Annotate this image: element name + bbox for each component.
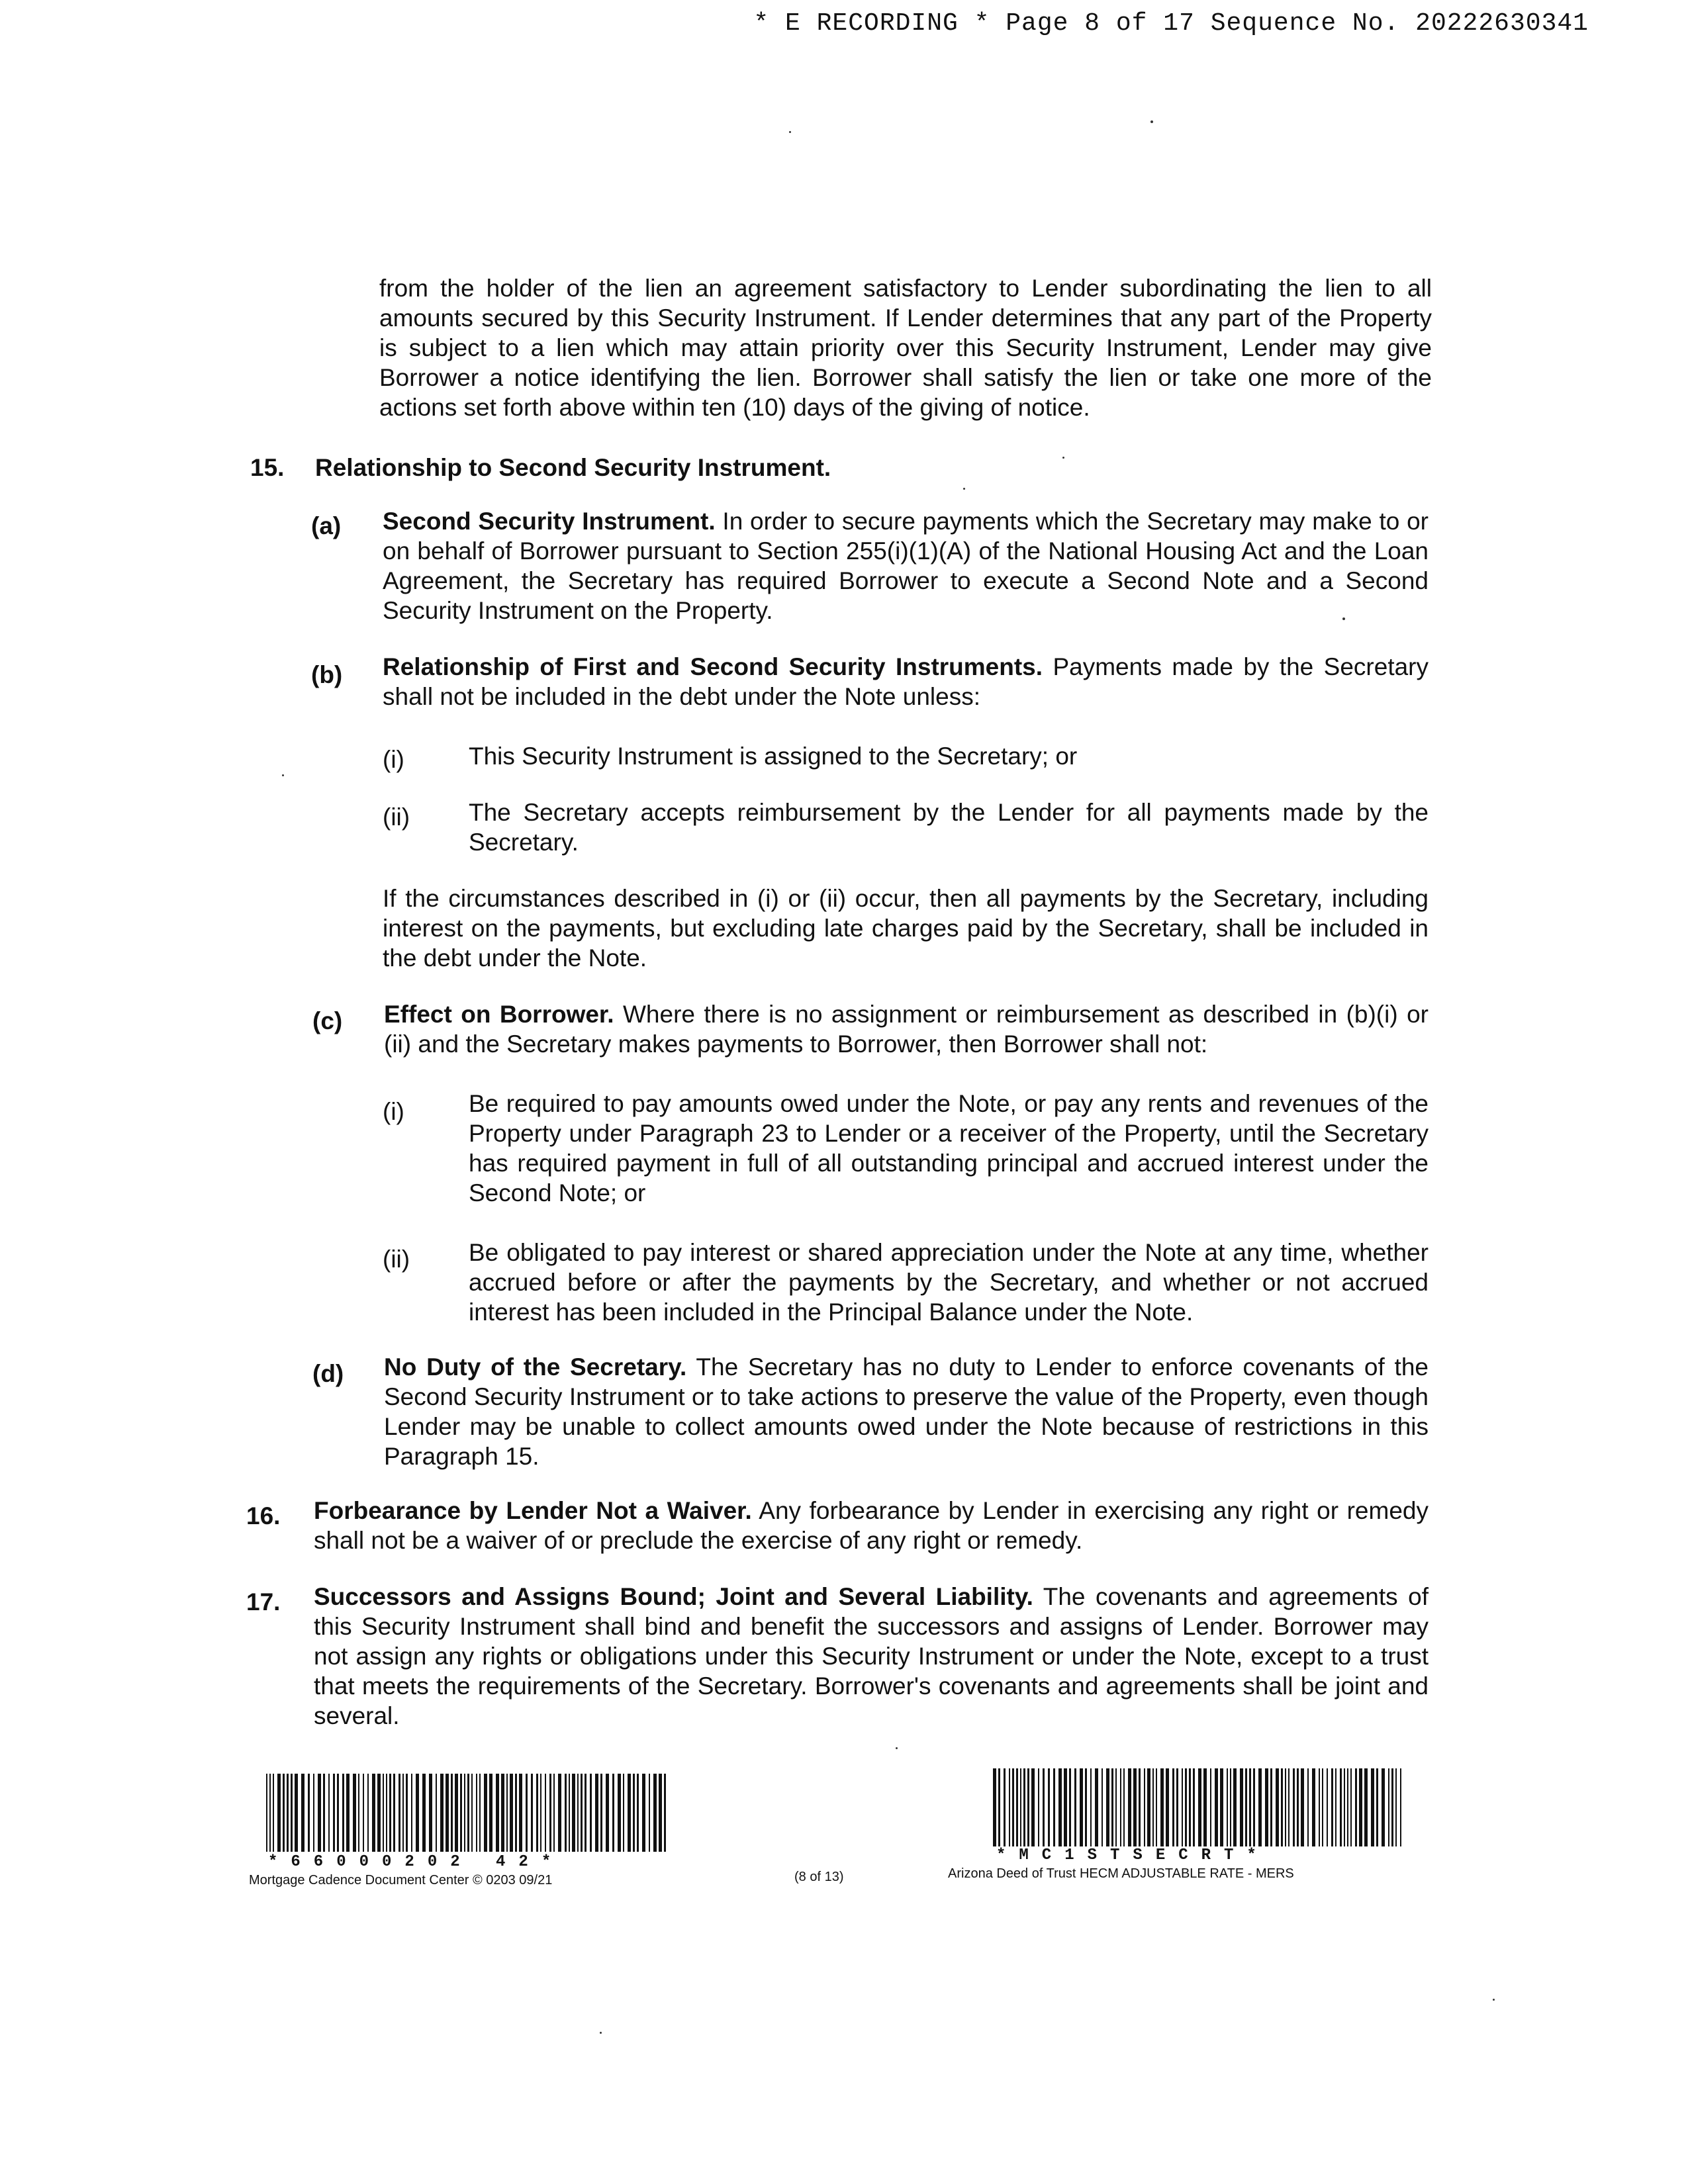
barcode-bar	[1064, 1768, 1067, 1846]
barcode-bar	[519, 1774, 522, 1852]
barcode-bar	[393, 1774, 395, 1852]
section-17-heading: Successors and Assigns Bound; Joint and Several Liability.	[314, 1583, 1033, 1610]
barcode-bar	[342, 1774, 344, 1852]
barcode-bar	[273, 1774, 274, 1852]
section-15c-i-label: (i)	[383, 1098, 404, 1125]
barcode-bar	[526, 1774, 528, 1852]
barcode-bar	[1285, 1768, 1286, 1846]
barcode-bar	[1080, 1768, 1083, 1846]
barcode-bar	[1038, 1768, 1039, 1846]
section-16-heading: Forbearance by Lender Not a Waiver.	[314, 1497, 752, 1524]
barcode-bar	[406, 1774, 408, 1852]
barcode-bar	[618, 1774, 621, 1852]
barcode-bar	[1203, 1768, 1207, 1846]
section-15a-paragraph	[383, 506, 1429, 625]
section-15d-text: The Secretary has no duty to Lender to enforce covenants of the Second Security Instrument or to take actions to preserve the value of the Property, even though Lender may be unable to collect amounts owed under the Note because of restrictions in this Paragraph 15.	[384, 1353, 1429, 1470]
barcode-bar	[590, 1774, 592, 1852]
section-15-heading: Relationship to Second Security Instrument.	[315, 454, 831, 481]
barcode-bar	[1270, 1768, 1272, 1846]
scan-speck	[963, 488, 965, 490]
barcode-bar	[1043, 1768, 1045, 1846]
barcode-bar	[451, 1774, 453, 1852]
section-15b-ii-text: The Secretary accepts reimbursement by the Lender for all payments made by the Secretary.	[469, 799, 1429, 856]
barcode-bar	[531, 1774, 533, 1852]
barcode-bar	[1069, 1768, 1071, 1846]
barcode-bar	[1230, 1768, 1231, 1846]
barcode-bar	[998, 1768, 1000, 1846]
barcode-bar	[467, 1774, 469, 1852]
section-15c-paragraph	[384, 999, 1429, 1059]
barcode-bar	[496, 1774, 499, 1852]
barcode-bar	[549, 1774, 551, 1852]
barcode-left-label: *66000202 42*	[268, 1853, 565, 1871]
barcode-right	[992, 1768, 1403, 1849]
barcode-bar	[993, 1768, 996, 1846]
section-15c-ii-text: Be obligated to pay interest or shared appreciation under the Note at any time, whether accrued before or after the payments by the Secretary, and whether or not accrued interest has been included in the Principal Balance under the Note.	[469, 1239, 1429, 1326]
section-17-number: 17.	[246, 1588, 281, 1615]
barcode-bar	[510, 1774, 513, 1852]
barcode-bar	[377, 1774, 381, 1852]
barcode-bar	[358, 1774, 359, 1852]
barcode-bar	[1128, 1768, 1131, 1846]
barcode-bar	[1355, 1768, 1357, 1846]
barcode-bar	[664, 1774, 666, 1852]
barcode-bar	[1160, 1768, 1164, 1846]
barcode-bar	[1301, 1768, 1304, 1846]
barcode-bar	[606, 1774, 609, 1852]
barcode-bar	[1307, 1768, 1309, 1846]
barcode-bar	[1020, 1768, 1021, 1846]
barcode-bar	[1382, 1768, 1385, 1846]
barcode-bar	[318, 1774, 321, 1852]
section-16-number: 16.	[246, 1502, 281, 1529]
scan-speck	[1493, 1999, 1495, 2001]
section-15b-i-text: This Security Instrument is assigned to the Secretary; or	[469, 743, 1078, 770]
barcode-bar	[1031, 1768, 1035, 1846]
barcode-bar	[623, 1774, 624, 1852]
section-15b-paragraph	[383, 652, 1429, 711]
barcode-bar	[1327, 1768, 1328, 1846]
barcode-bar	[1245, 1768, 1247, 1846]
barcode-bar	[1240, 1768, 1243, 1846]
barcode-bar	[1233, 1768, 1237, 1846]
barcode-bar	[1004, 1768, 1006, 1846]
barcode-bar	[1391, 1768, 1393, 1846]
barcode-bar	[565, 1774, 567, 1852]
barcode-bar	[1189, 1768, 1191, 1846]
barcode-bar	[1220, 1768, 1223, 1846]
section-15a-text: In order to secure payments which the Secretary may make to or on behalf of Borrower pursuant to Section 255(i)(1)(A) of the National Housing Act and the Loan Agreement, the Secretary has required Borrower to execute a Second Note and a Second Security Instrument on the Property.	[383, 508, 1429, 624]
barcode-bar	[1400, 1768, 1401, 1846]
scan-speck	[600, 2032, 602, 2034]
barcode-bar	[291, 1774, 293, 1852]
section-17-paragraph	[314, 1582, 1429, 1731]
barcode-bar	[1319, 1768, 1320, 1846]
barcode-bar	[628, 1774, 631, 1852]
section-16-paragraph	[314, 1496, 1429, 1555]
barcode-bar	[649, 1774, 650, 1852]
barcode-bar	[1120, 1768, 1121, 1846]
barcode-left	[265, 1774, 670, 1854]
barcode-bar	[411, 1774, 412, 1852]
barcode-bar	[295, 1774, 298, 1852]
barcode-bar	[367, 1774, 369, 1852]
barcode-bar	[1215, 1768, 1218, 1846]
barcode-bar	[1090, 1768, 1092, 1846]
barcode-bar	[1297, 1768, 1299, 1846]
barcode-bar	[1074, 1768, 1076, 1846]
barcode-bar	[553, 1774, 555, 1852]
barcode-bar	[1249, 1768, 1251, 1846]
barcode-bar	[1166, 1768, 1169, 1846]
barcode-bar	[1182, 1768, 1183, 1846]
section-15d-paragraph	[384, 1352, 1429, 1471]
barcode-bar	[1281, 1768, 1283, 1846]
barcode-bar	[612, 1774, 614, 1852]
barcode-bar	[383, 1774, 384, 1852]
section-15b-i-label: (i)	[383, 746, 404, 773]
barcode-bar	[372, 1774, 375, 1852]
barcode-bar	[1102, 1768, 1103, 1846]
barcode-bar	[269, 1774, 271, 1852]
section-15d-heading: No Duty of the Secretary.	[384, 1353, 687, 1381]
section-15c-label: (c)	[312, 1007, 343, 1034]
barcode-bar	[277, 1774, 281, 1852]
barcode-bar	[337, 1774, 339, 1852]
barcode-bar	[653, 1774, 657, 1852]
barcode-bar	[1185, 1768, 1187, 1846]
barcode-bar	[402, 1774, 404, 1852]
barcode-bar	[323, 1774, 325, 1852]
barcode-bar	[1210, 1768, 1211, 1846]
barcode-bar	[1359, 1768, 1362, 1846]
barcode-bar	[1288, 1768, 1289, 1846]
barcode-bar	[1123, 1768, 1125, 1846]
scan-speck	[789, 131, 791, 133]
barcode-bar	[1371, 1768, 1374, 1846]
section-15c-ii-label: (ii)	[383, 1246, 410, 1273]
barcode-bar	[1258, 1768, 1262, 1846]
barcode-bar	[506, 1774, 508, 1852]
barcode-right-label: *MC1STSECRT*	[996, 1846, 1270, 1864]
barcode-bar	[585, 1774, 586, 1852]
barcode-bar	[1152, 1768, 1154, 1846]
footer-right: Arizona Deed of Trust HECM ADJUSTABLE RATE - MERS	[948, 1866, 1294, 1881]
footer-page-count: (8 of 13)	[794, 1870, 844, 1884]
barcode-bar	[569, 1774, 570, 1852]
barcode-bar	[287, 1774, 289, 1852]
scan-speck	[1150, 120, 1153, 123]
barcode-bar	[1265, 1768, 1268, 1846]
barcode-bar	[1009, 1768, 1010, 1846]
barcode-bar	[1156, 1768, 1157, 1846]
barcode-bar	[1227, 1768, 1228, 1846]
barcode-bar	[1322, 1768, 1323, 1846]
barcode-bar	[301, 1774, 305, 1852]
barcode-bar	[313, 1774, 314, 1852]
barcode-bar	[429, 1774, 432, 1852]
continuation-paragraph: from the holder of the lien an agreement satisfactory to Lender subordinating the lien to all amounts secured by this Security Instrument. If Lender determines that any part of the Property is subject to a lien which may attain priority over this Security Instrument, Lender may give Borrower a notice identifying the lien. Borrower shall satisfy the lien or take one more of the actions set forth above within ten (10) days of the giving of notice.	[379, 275, 1432, 421]
section-15b-after: If the circumstances described in (i) or (ii) occur, then all payments by the Secretary, including interest on the payments, but excluding late charges paid by the Secretary, shall be included in the debt under the Note.	[383, 885, 1429, 972]
barcode-bar	[476, 1774, 477, 1852]
section-16-text: Any forbearance by Lender in exercising any right or remedy shall not be a waiver of or preclude the exercise of any right or remedy.	[314, 1497, 1429, 1554]
barcode-bar	[283, 1774, 285, 1852]
barcode-bar	[399, 1774, 400, 1852]
barcode-bar	[1106, 1768, 1109, 1846]
barcode-bar	[1144, 1768, 1145, 1846]
barcode-bar	[595, 1774, 598, 1852]
barcode-bar	[422, 1774, 426, 1852]
barcode-bar	[1364, 1768, 1368, 1846]
barcode-bar	[416, 1774, 419, 1852]
section-15a-label: (a)	[311, 512, 342, 539]
barcode-bar	[328, 1774, 330, 1852]
barcode-bar	[515, 1774, 517, 1852]
section-15c-i-text: Be required to pay amounts owed under the Note, or pay any rents and revenues of the Property under Paragraph 23 to Lender or a receiver of the Property, until the Secretary has required payment in full of all outstanding principal and accrued interest under the Second Note; or	[469, 1090, 1429, 1206]
barcode-bar	[1016, 1768, 1018, 1846]
barcode-bar	[1276, 1768, 1279, 1846]
barcode-bar	[1023, 1768, 1025, 1846]
barcode-bar	[572, 1774, 575, 1852]
barcode-bar	[501, 1774, 504, 1852]
barcode-bar	[600, 1774, 602, 1852]
barcode-bar	[1344, 1768, 1345, 1846]
barcode-bar	[266, 1774, 267, 1852]
section-15d-label: (d)	[312, 1360, 344, 1387]
barcode-bar	[1335, 1768, 1336, 1846]
barcode-bar	[540, 1774, 541, 1852]
barcode-bar	[445, 1774, 449, 1852]
section-15b-label: (b)	[311, 661, 343, 688]
barcode-bar	[1350, 1768, 1352, 1846]
barcode-bar	[363, 1774, 364, 1852]
barcode-bar	[455, 1774, 458, 1852]
section-15b-ii-label: (ii)	[383, 803, 410, 831]
barcode-bar	[1340, 1768, 1342, 1846]
section-15c-text: Where there is no assignment or reimbursement as described in (b)(i) or (ii) and the Secretary makes payments to Borrower, then Borrower shall not:	[384, 1001, 1429, 1058]
section-15c-heading: Effect on Borrower.	[384, 1001, 614, 1028]
barcode-bar	[440, 1774, 444, 1852]
barcode-bar	[1053, 1768, 1055, 1846]
section-15-number: 15.	[250, 454, 285, 481]
section-15b-text: Payments made by the Secretary shall not be included in the debt under the Note unless:	[383, 653, 1429, 710]
barcode-bar	[489, 1774, 492, 1852]
barcode-bar	[386, 1774, 387, 1852]
barcode-bar	[1293, 1768, 1295, 1846]
barcode-bar	[1085, 1768, 1087, 1846]
footer-left: Mortgage Cadence Document Center © 0203 09/21	[249, 1873, 553, 1888]
barcode-bar	[1331, 1768, 1333, 1846]
barcode-bar	[484, 1774, 487, 1852]
barcode-bar	[1111, 1768, 1113, 1846]
barcode-bar	[1172, 1768, 1174, 1846]
barcode-bar	[1027, 1768, 1029, 1846]
barcode-bar	[545, 1774, 546, 1852]
barcode-bar	[637, 1774, 639, 1852]
section-15a-heading: Second Security Instrument.	[383, 508, 716, 535]
barcode-bar	[1388, 1768, 1389, 1846]
barcode-bar	[1139, 1768, 1141, 1846]
barcode-bar	[642, 1774, 645, 1852]
barcode-bar	[460, 1774, 462, 1852]
barcode-bar	[1058, 1768, 1062, 1846]
barcode-bar	[464, 1774, 465, 1852]
barcode-bar	[1176, 1768, 1178, 1846]
section-17-text: The covenants and agreements of this Security Instrument shall bind and benefit the successors and assigns of Lender. Borrower may not assign any rights or obligations under this Security Instrument or under the Note, except to a trust that meets the requirements of the Secretary. Borrower's covenants and agreements shall be joint and several.	[314, 1583, 1429, 1729]
barcode-bar	[581, 1774, 583, 1852]
barcode-bar	[577, 1774, 579, 1852]
barcode-bar	[1012, 1768, 1014, 1846]
barcode-bar	[536, 1774, 538, 1852]
barcode-bar	[1115, 1768, 1117, 1846]
barcode-bar	[558, 1774, 561, 1852]
section-15b-heading: Relationship of First and Second Security Instruments.	[383, 653, 1043, 680]
barcode-bar	[1395, 1768, 1397, 1846]
barcode-bar	[333, 1774, 335, 1852]
barcode-bar	[471, 1774, 473, 1852]
barcode-bar	[633, 1774, 635, 1852]
barcode-bar	[1198, 1768, 1201, 1846]
barcode-bar	[346, 1774, 350, 1852]
barcode-bar	[436, 1774, 437, 1852]
barcode-bar	[1095, 1768, 1098, 1846]
barcode-bar	[479, 1774, 481, 1852]
barcode-bar	[389, 1774, 391, 1852]
barcode-bar	[1147, 1768, 1150, 1846]
barcode-bar	[1376, 1768, 1378, 1846]
barcode-bar	[1253, 1768, 1255, 1846]
barcode-bar	[1312, 1768, 1315, 1846]
barcode-bar	[1048, 1768, 1050, 1846]
barcode-bar	[1193, 1768, 1195, 1846]
barcode-bar	[1133, 1768, 1137, 1846]
recording-header: * E RECORDING * Page 8 of 17 Sequence No. 20222630341	[753, 9, 1589, 38]
barcode-bar	[308, 1774, 310, 1852]
barcode-bar	[659, 1774, 662, 1852]
scan-speck	[282, 774, 284, 776]
barcode-bar	[1347, 1768, 1348, 1846]
barcode-bar	[353, 1774, 356, 1852]
scan-speck	[896, 1747, 898, 1749]
